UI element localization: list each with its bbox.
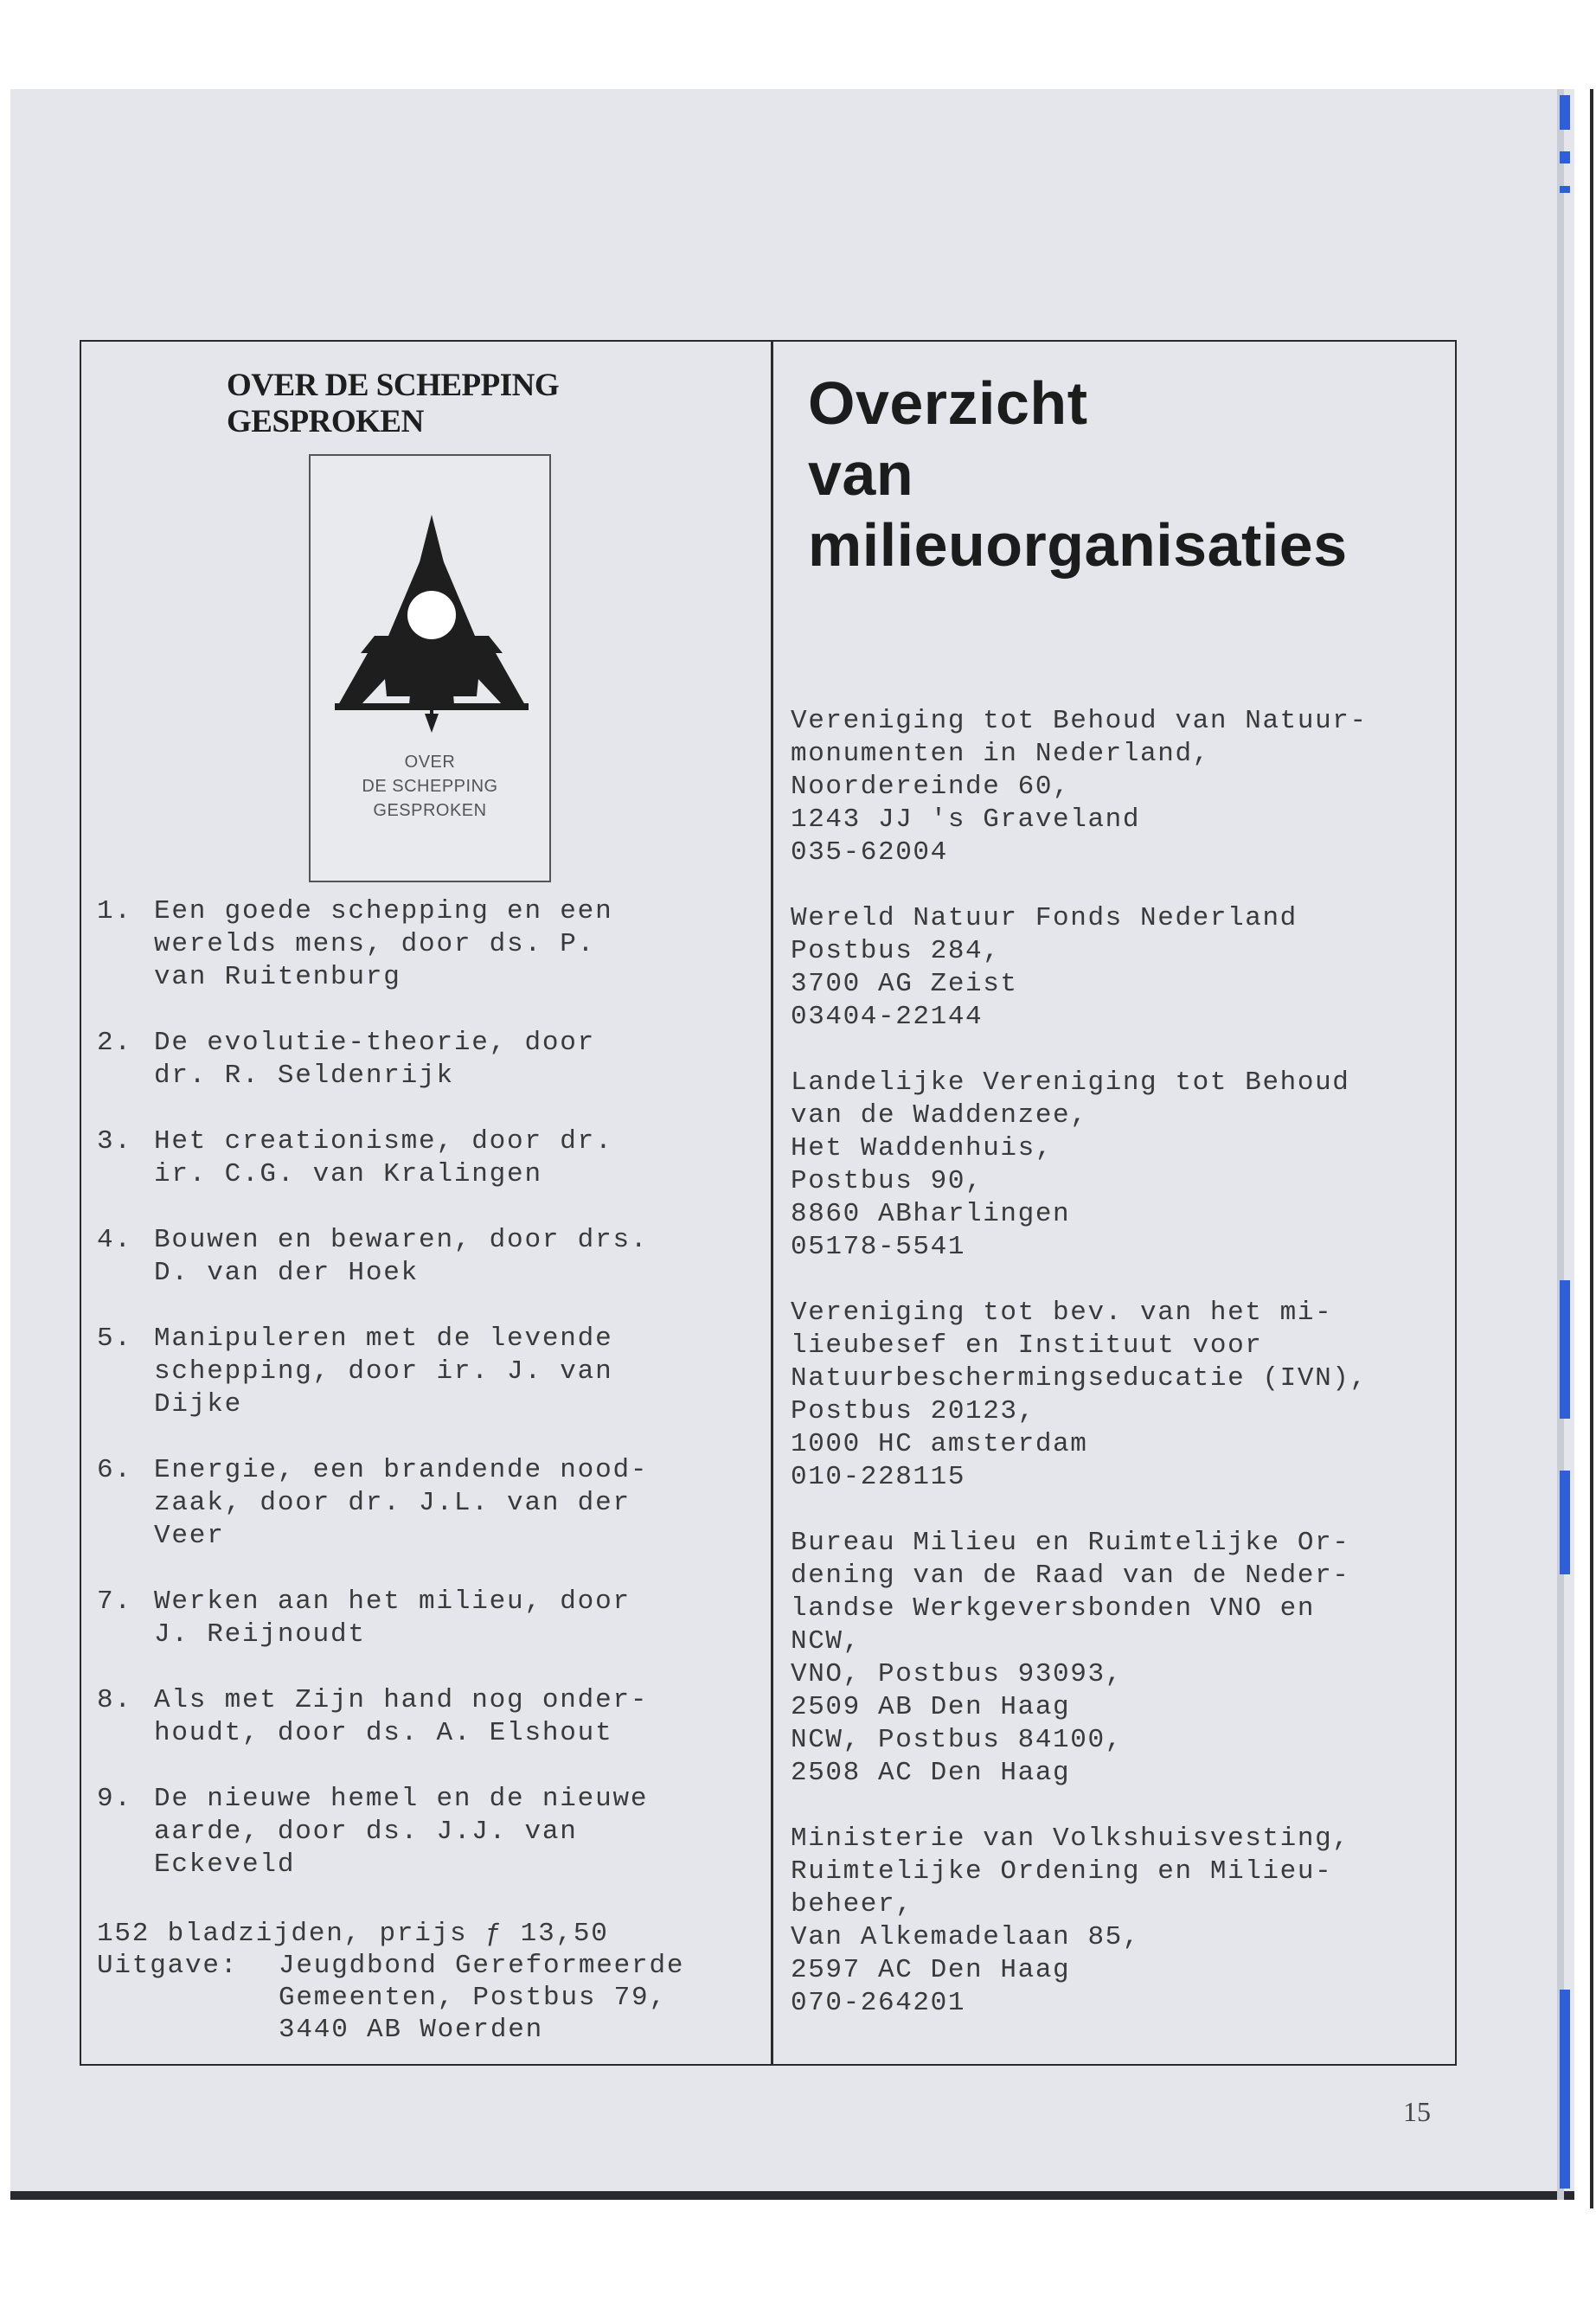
chapter-text: Werken aan het milieu, door J. Reijnoudt [154,1586,631,1650]
list-item [97,895,763,994]
chapter-number: 7. [97,1586,132,1617]
chapter-number: 8. [97,1685,132,1715]
book-column [97,342,763,2064]
list-item: Wereld Natuur Fonds Nederland Postbus 284, 3700 AG Zeist 03404-22144 [791,903,1298,1032]
pages-price: 152 bladzijden, prijs ƒ 13,50 [97,1919,609,1949]
list-item [97,1454,763,1553]
book-cover-image [309,454,551,882]
chapter-text: De nieuwe hemel en de nieuwe aarde, door ds. J.J. van Eckeveld [154,1784,649,1880]
list-item: Ministerie van Volkshuisvesting, Ruimtelijke Ordening en Milieu- beheer, Van Alkemadelaan 85, 2597 AC Den Haag 070-264201 [791,1823,1350,2018]
publication-info [97,1918,763,2046]
content-frame [80,340,1457,2066]
cover-caption-line: OVER [404,753,456,772]
list-item [97,1783,763,1881]
cover-caption-line: DE SCHEPPING [362,777,498,796]
list-item [97,1224,763,1290]
edge-mark [1560,1280,1570,1419]
list-item: Bureau Milieu en Ruimtelijke Or- dening van de Raad van de Neder- landse Werkgeversbonden VNO en NCW, VNO, Postbus 93093, 2509 AB Den Haag NCW, Postbus 84100, 2508 AC Den Haag [791,1528,1350,1788]
page-spine [1557,89,1564,2200]
edge-mark [1560,95,1570,130]
tree-drop-emblem-icon [335,506,529,740]
chapter-text: Een goede schepping en een werelds mens, door ds. P. van Ruitenburg [154,896,613,992]
chapter-number: 3. [97,1126,132,1157]
list-item [97,1027,763,1093]
chapter-number: 4. [97,1225,132,1255]
chapter-number: 9. [97,1784,132,1814]
page-edge-line [1590,89,1593,2208]
organisations-column [791,342,1448,2064]
cover-caption-line: GESPROKEN [373,801,487,820]
scanned-page [10,89,1574,2200]
edge-mark [1560,1471,1570,1574]
list-item: Landelijke Vereniging tot Behoud van de Waddenzee, Het Waddenhuis, Postbus 90, 8860 ABharlingen 05178-5541 [791,1067,1350,1262]
publisher-value: Jeugdbond Gereformeerde Gemeenten, Postbus 79, 3440 AB Woerden [279,1951,685,2045]
chapter-number: 1. [97,896,132,926]
list-item: Vereniging tot Behoud van Natuur- monumenten in Nederland, Noordereinde 60, 1243 JJ 's Graveland 035-62004 [791,706,1368,868]
chapter-text: Als met Zijn hand nog onder- houdt, door ds. A. Elshout [154,1685,649,1748]
edge-mark [1560,151,1570,163]
list-item [97,1586,763,1651]
chapter-text: Het creationisme, door dr. ir. C.G. van Kralingen [154,1126,613,1189]
cover-caption [311,750,549,823]
list-item [97,1684,763,1750]
chapter-text: Bouwen en bewaren, door drs. D. van der Hoek [154,1225,649,1288]
book-title: OVER DE SCHEPPING GESPROKEN [227,368,560,439]
list-item [97,1323,763,1421]
section-heading: Overzicht van milieuorganisaties [808,369,1348,579]
chapter-list [97,895,763,1914]
chapter-text: Manipuleren met de levende schepping, door ir. J. van Dijke [154,1324,613,1420]
publisher-label: Uitgave: [97,1951,239,1981]
chapter-number: 2. [97,1028,132,1058]
chapter-text: De evolutie-theorie, door dr. R. Seldenrijk [154,1028,596,1091]
column-divider [771,342,773,2064]
list-item [97,1125,763,1191]
page-number: 15 [1403,2096,1431,2127]
edge-mark [1560,1990,1570,2189]
list-item: Vereniging tot bev. van het mi- lieubesef en Instituut voor Natuurbeschermingseducatie (IVN), Postbus 20123, 1000 HC amsterdam 010-228115 [791,1298,1368,1492]
chapter-number: 6. [97,1455,132,1485]
chapter-number: 5. [97,1324,132,1354]
page-edge [10,2191,1574,2200]
organisation-list [791,705,1448,2053]
chapter-text: Energie, een brandende nood- zaak, door dr. J.L. van der Veer [154,1455,649,1551]
edge-mark [1560,186,1570,193]
